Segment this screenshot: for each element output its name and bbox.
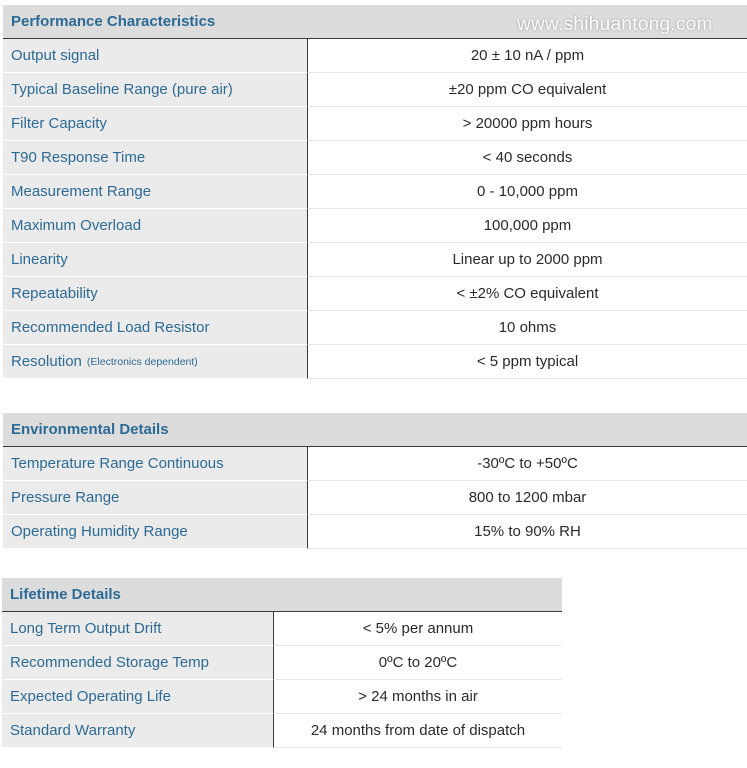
row-value: 24 months from date of dispatch	[274, 714, 562, 748]
environmental-header	[3, 413, 747, 447]
row-value: -30ºC to +50ºC	[308, 447, 747, 481]
row-value: < 40 seconds	[308, 141, 747, 175]
watermark: www.shihuantong.com	[517, 14, 713, 35]
row-value: < ±2% CO equivalent	[308, 277, 747, 311]
row-label: Linearity	[3, 243, 308, 277]
lifetime-header	[2, 578, 562, 612]
row-label: Filter Capacity	[3, 107, 308, 141]
table-row	[2, 680, 562, 714]
table-row	[3, 141, 747, 175]
table-row	[3, 345, 747, 379]
row-label: Pressure Range	[3, 481, 308, 515]
row-value: ±20 ppm CO equivalent	[308, 73, 747, 107]
row-label	[3, 345, 308, 379]
row-label: Repeatability	[3, 277, 308, 311]
table-row	[3, 277, 747, 311]
row-value: 0 - 10,000 ppm	[308, 175, 747, 209]
row-value: 800 to 1200 mbar	[308, 481, 747, 515]
table-row	[3, 107, 747, 141]
row-value: < 5 ppm typical	[308, 345, 747, 379]
table-row	[3, 175, 747, 209]
row-value: 100,000 ppm	[308, 209, 747, 243]
row-label: Maximum Overload	[3, 209, 308, 243]
row-label: Measurement Range	[3, 175, 308, 209]
table-row	[2, 646, 562, 680]
row-label-note: (Electronics dependent)	[86, 355, 198, 368]
row-label: Recommended Load Resistor	[3, 311, 308, 345]
row-value: 15% to 90% RH	[308, 515, 747, 549]
performance-title: Performance Characteristics	[11, 13, 216, 30]
lifetime-table	[2, 578, 562, 748]
row-value: < 5% per annum	[274, 612, 562, 646]
row-value: 20 ± 10 nA / ppm	[308, 39, 747, 73]
row-label: Expected Operating Life	[2, 680, 274, 714]
row-label: Recommended Storage Temp	[2, 646, 274, 680]
table-row	[3, 447, 747, 481]
table-row	[3, 515, 747, 549]
row-value: 10 ohms	[308, 311, 747, 345]
lifetime-title: Lifetime Details	[10, 586, 121, 603]
table-row	[3, 209, 747, 243]
row-value: 0ºC to 20ºC	[274, 646, 562, 680]
row-value: > 20000 ppm hours	[308, 107, 747, 141]
row-label: Long Term Output Drift	[2, 612, 274, 646]
table-row	[3, 311, 747, 345]
row-label: Typical Baseline Range (pure air)	[3, 73, 308, 107]
row-label: Standard Warranty	[2, 714, 274, 748]
row-label-text: Resolution	[11, 353, 82, 370]
table-row	[3, 39, 747, 73]
row-value: > 24 months in air	[274, 680, 562, 714]
row-value: Linear up to 2000 ppm	[308, 243, 747, 277]
row-label: T90 Response Time	[3, 141, 308, 175]
table-row	[2, 714, 562, 748]
row-label: Output signal	[3, 39, 308, 73]
table-row	[3, 481, 747, 515]
row-label: Temperature Range Continuous	[3, 447, 308, 481]
table-row	[3, 243, 747, 277]
performance-table	[3, 5, 747, 379]
table-row	[2, 612, 562, 646]
environmental-table	[3, 413, 747, 549]
row-label: Operating Humidity Range	[3, 515, 308, 549]
environmental-title: Environmental Details	[11, 421, 169, 438]
table-row	[3, 73, 747, 107]
